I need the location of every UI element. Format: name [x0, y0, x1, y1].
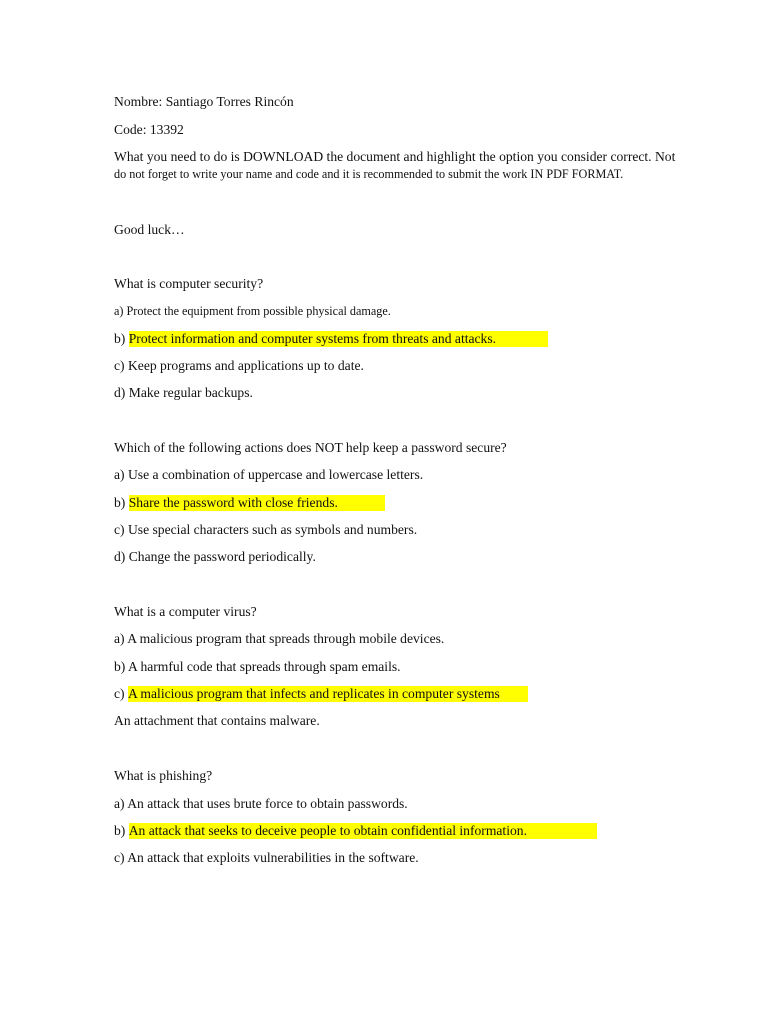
question-3-option-a: [114, 631, 444, 647]
option-prefix: c): [114, 850, 128, 865]
option-text: Change the password periodically.: [128, 549, 316, 564]
question-4-option-c: [114, 850, 419, 866]
option-prefix: a): [114, 304, 127, 318]
name-line: Nombre: Santiago Torres Rincón: [114, 94, 294, 109]
option-prefix: c): [114, 358, 128, 373]
question-3-title: What is a computer virus?: [114, 604, 257, 619]
good-luck-line: Good luck…: [114, 222, 185, 237]
question-2-title: Which of the following actions does NOT help keep a password secure?: [114, 440, 507, 455]
option-text: Protect the equipment from possible physical damage.: [126, 304, 391, 318]
option-prefix: b): [114, 331, 129, 346]
option-text: A harmful code that spreads through spam emails.: [127, 659, 401, 674]
question-1-option-c: [114, 358, 364, 374]
question-2-option-a: [114, 467, 423, 483]
option-prefix: a): [114, 631, 128, 646]
option-text: Keep programs and applications up to date.: [127, 358, 364, 373]
question-3-option-d: [114, 713, 320, 729]
question-1-option-d: [114, 385, 253, 401]
option-text: Use a combination of uppercase and lowercase letters.: [127, 467, 424, 482]
option-prefix: a): [114, 467, 128, 482]
option-text: An attachment that contains malware.: [114, 713, 320, 728]
option-prefix: c): [114, 522, 128, 537]
highlighted-answer: Protect information and computer systems from threats and attacks.: [129, 331, 548, 347]
option-text: A malicious program that spreads through mobile devices.: [127, 631, 445, 646]
question-3-option-c: [114, 686, 528, 702]
question-4-option-b: [114, 823, 597, 839]
option-prefix: a): [114, 796, 128, 811]
highlighted-answer: Share the password with close friends.: [129, 495, 385, 511]
question-4-title: What is phishing?: [114, 768, 213, 783]
option-text: Use special characters such as symbols and numbers.: [127, 522, 418, 537]
question-1-title: What is computer security?: [114, 276, 264, 291]
question-4-option-a: [114, 796, 408, 812]
question-2-option-d: [114, 549, 316, 565]
option-text: Make regular backups.: [128, 385, 253, 400]
question-1-option-a: [114, 303, 391, 319]
option-prefix: d): [114, 385, 129, 400]
option-prefix: c): [114, 686, 128, 701]
question-2-option-b: [114, 495, 385, 511]
question-1-option-b: [114, 331, 548, 347]
option-prefix: b): [114, 659, 128, 674]
code-line: Code: 13392: [114, 122, 184, 137]
option-prefix: b): [114, 823, 129, 838]
question-2-option-c: [114, 522, 417, 538]
highlighted-answer: A malicious program that infects and replicates in computer systems: [128, 686, 528, 702]
option-text: An attack that uses brute force to obtain passwords.: [127, 796, 408, 811]
option-text: An attack that exploits vulnerabilities in the software.: [127, 850, 419, 865]
instructions-line-1: What you need to do is DOWNLOAD the document and highlight the option you consider correct. Not: [114, 149, 676, 164]
instructions-line-2: do not forget to write your name and code and it is recommended to submit the work IN PDF FORMAT.: [114, 167, 624, 181]
question-3-option-b: [114, 659, 401, 675]
highlighted-answer: An attack that seeks to deceive people to obtain confidential information.: [129, 823, 597, 839]
option-prefix: d): [114, 549, 129, 564]
option-prefix: b): [114, 495, 129, 510]
